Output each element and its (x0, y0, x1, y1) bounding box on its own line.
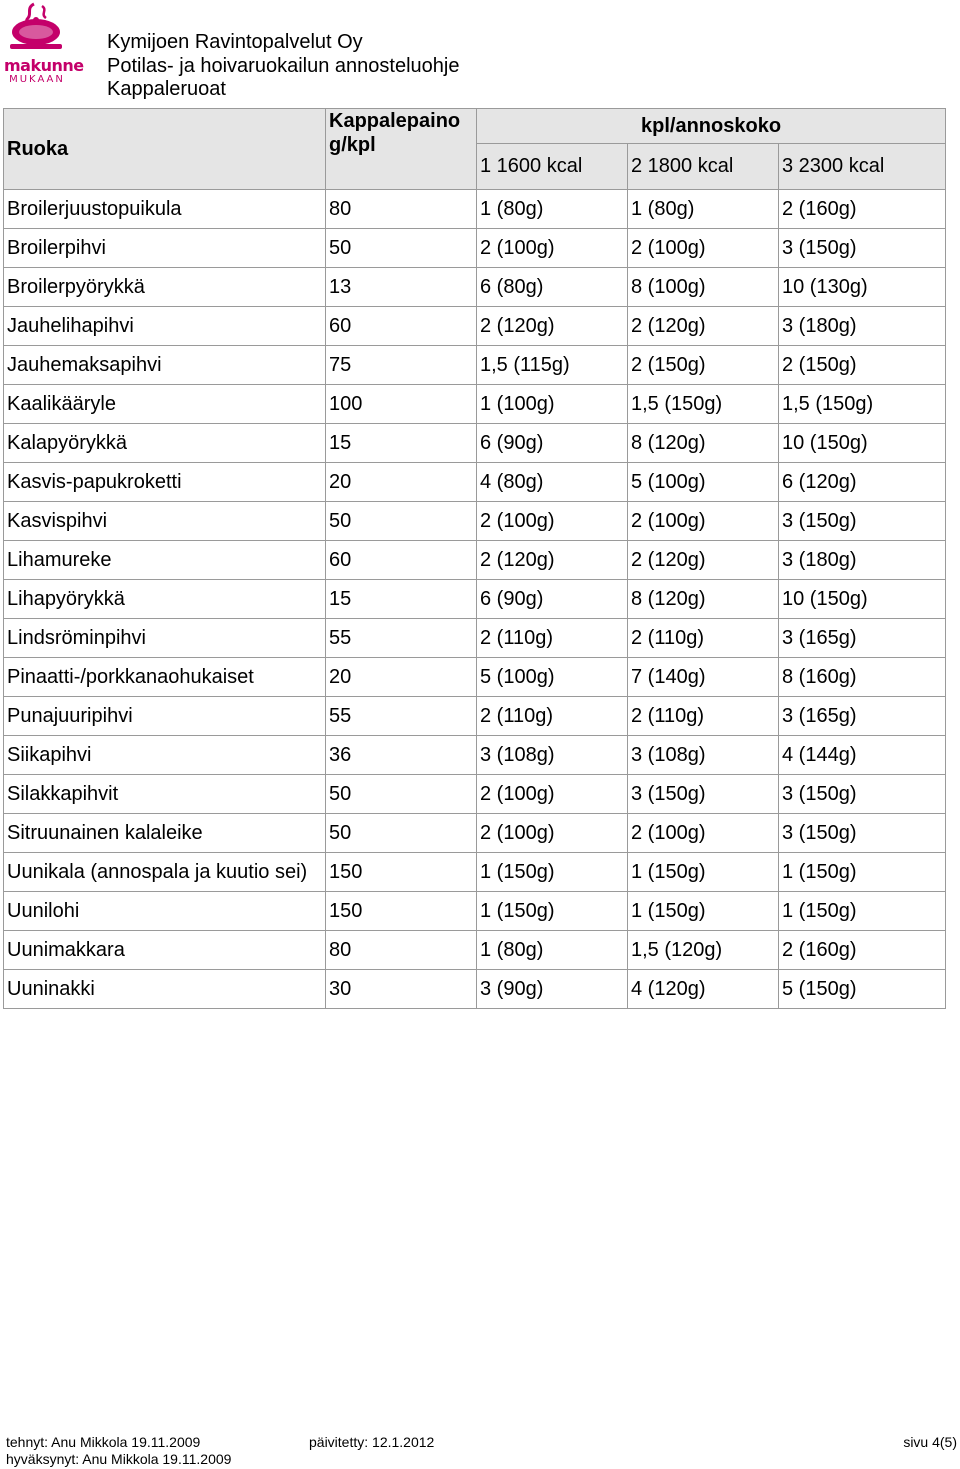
portion-1600-cell: 2 (120g) (477, 307, 628, 346)
header-food: Ruoka (4, 109, 326, 190)
company-name: Kymijoen Ravintopalvelut Oy (107, 31, 363, 53)
portion-1800-cell: 1 (150g) (628, 892, 779, 931)
table-row (4, 502, 946, 541)
portion-1800-cell: 1 (80g) (628, 190, 779, 229)
table-row (4, 892, 946, 931)
portion-2300-cell: 1 (150g) (779, 853, 946, 892)
portion-2300-cell: 2 (150g) (779, 346, 946, 385)
footer-approved: hyväksynyt: Anu Mikkola 19.11.2009 (6, 1451, 232, 1467)
weight-cell: 30 (326, 970, 477, 1009)
header-weight (326, 109, 477, 190)
footer-updated: päivitetty: 12.1.2012 (309, 1434, 435, 1450)
footer-made: tehnyt: Anu Mikkola 19.11.2009 (6, 1434, 201, 1450)
portion-1600-cell: 3 (108g) (477, 736, 628, 775)
table-row (4, 229, 946, 268)
table-row (4, 463, 946, 502)
portion-1600-cell: 6 (80g) (477, 268, 628, 307)
header-2300kcal: 3 2300 kcal (779, 144, 946, 190)
table-row (4, 385, 946, 424)
weight-cell: 15 (326, 580, 477, 619)
table-row (4, 775, 946, 814)
header-portion-group: kpl/annoskoko (477, 109, 946, 144)
company-logo (4, 0, 84, 90)
portion-1800-cell: 7 (140g) (628, 658, 779, 697)
food-name-cell: Jauhemaksapihvi (4, 346, 326, 385)
portion-2300-cell: 3 (180g) (779, 307, 946, 346)
table-row (4, 970, 946, 1009)
portion-1600-cell: 1,5 (115g) (477, 346, 628, 385)
footer-page: sivu 4(5) (903, 1434, 957, 1450)
weight-cell: 75 (326, 346, 477, 385)
table-row (4, 268, 946, 307)
portion-1600-cell: 1 (100g) (477, 385, 628, 424)
portion-2300-cell: 3 (165g) (779, 697, 946, 736)
portion-1800-cell: 4 (120g) (628, 970, 779, 1009)
portion-2300-cell: 5 (150g) (779, 970, 946, 1009)
food-name-cell: Siikapihvi (4, 736, 326, 775)
weight-cell: 150 (326, 892, 477, 931)
food-name-cell: Sitruunainen kalaleike (4, 814, 326, 853)
portion-1600-cell: 3 (90g) (477, 970, 628, 1009)
logo-name: makunne (4, 56, 84, 75)
portion-2300-cell: 3 (150g) (779, 775, 946, 814)
portion-2300-cell: 3 (165g) (779, 619, 946, 658)
weight-cell: 150 (326, 853, 477, 892)
table-row (4, 658, 946, 697)
weight-cell: 50 (326, 502, 477, 541)
weight-cell: 50 (326, 229, 477, 268)
portion-table (3, 108, 946, 1009)
weight-cell: 15 (326, 424, 477, 463)
portion-1600-cell: 1 (80g) (477, 931, 628, 970)
portion-1600-cell: 6 (90g) (477, 424, 628, 463)
food-name-cell: Uuninakki (4, 970, 326, 1009)
table-row (4, 853, 946, 892)
table-body (4, 190, 946, 1009)
weight-cell: 55 (326, 619, 477, 658)
food-name-cell: Kasvis-papukroketti (4, 463, 326, 502)
portion-1800-cell: 2 (100g) (628, 814, 779, 853)
table-row (4, 931, 946, 970)
portion-1600-cell: 6 (90g) (477, 580, 628, 619)
portion-1800-cell: 2 (120g) (628, 541, 779, 580)
food-name-cell: Broilerjuustopuikula (4, 190, 326, 229)
food-name-cell: Uunilohi (4, 892, 326, 931)
weight-cell: 50 (326, 775, 477, 814)
section-title: Kappaleruoat (107, 78, 226, 100)
portion-1600-cell: 1 (80g) (477, 190, 628, 229)
weight-cell: 80 (326, 931, 477, 970)
portion-1600-cell: 2 (110g) (477, 697, 628, 736)
portion-1600-cell: 2 (100g) (477, 814, 628, 853)
portion-2300-cell: 8 (160g) (779, 658, 946, 697)
portion-1600-cell: 2 (120g) (477, 541, 628, 580)
portion-2300-cell: 10 (130g) (779, 268, 946, 307)
portion-1800-cell: 2 (120g) (628, 307, 779, 346)
table-row (4, 580, 946, 619)
table-row (4, 541, 946, 580)
portion-2300-cell: 3 (150g) (779, 229, 946, 268)
food-name-cell: Kasvispihvi (4, 502, 326, 541)
portion-2300-cell: 3 (150g) (779, 502, 946, 541)
portion-1800-cell: 8 (100g) (628, 268, 779, 307)
portion-1600-cell: 2 (100g) (477, 775, 628, 814)
table-row (4, 736, 946, 775)
weight-cell: 13 (326, 268, 477, 307)
table-row (4, 697, 946, 736)
weight-cell: 60 (326, 307, 477, 346)
portion-1800-cell: 1,5 (120g) (628, 931, 779, 970)
weight-cell: 100 (326, 385, 477, 424)
food-name-cell: Lihapyörykkä (4, 580, 326, 619)
portion-1800-cell: 2 (100g) (628, 502, 779, 541)
food-name-cell: Kaalikääryle (4, 385, 326, 424)
food-name-cell: Jauhelihapihvi (4, 307, 326, 346)
portion-1600-cell: 5 (100g) (477, 658, 628, 697)
header-1800kcal: 2 1800 kcal (628, 144, 779, 190)
chef-hat-icon (4, 0, 68, 58)
document-title: Potilas- ja hoivaruokailun annosteluohje (107, 54, 460, 77)
portion-2300-cell: 3 (150g) (779, 814, 946, 853)
portion-1800-cell: 3 (150g) (628, 775, 779, 814)
portion-1800-cell: 3 (108g) (628, 736, 779, 775)
portion-1800-cell: 2 (110g) (628, 619, 779, 658)
food-name-cell: Punajuuripihvi (4, 697, 326, 736)
portion-2300-cell: 1 (150g) (779, 892, 946, 931)
food-name-cell: Pinaatti-/porkkanaohukaiset (4, 658, 326, 697)
portion-2300-cell: 4 (144g) (779, 736, 946, 775)
portion-1600-cell: 1 (150g) (477, 853, 628, 892)
food-name-cell: Broilerpyörykkä (4, 268, 326, 307)
portion-1800-cell: 8 (120g) (628, 580, 779, 619)
portion-1800-cell: 2 (100g) (628, 229, 779, 268)
portion-2300-cell: 2 (160g) (779, 190, 946, 229)
portion-1800-cell: 5 (100g) (628, 463, 779, 502)
portion-2300-cell: 3 (180g) (779, 541, 946, 580)
food-name-cell: Broilerpihvi (4, 229, 326, 268)
document-header (107, 31, 459, 102)
logo-subtitle: MUKAAN (9, 74, 65, 85)
portion-2300-cell: 10 (150g) (779, 580, 946, 619)
portion-1600-cell: 4 (80g) (477, 463, 628, 502)
portion-2300-cell: 10 (150g) (779, 424, 946, 463)
portion-1600-cell: 2 (100g) (477, 229, 628, 268)
portion-1600-cell: 1 (150g) (477, 892, 628, 931)
food-name-cell: Kalapyörykkä (4, 424, 326, 463)
table-row (4, 814, 946, 853)
table-row (4, 307, 946, 346)
table-row (4, 190, 946, 229)
portion-1800-cell: 1 (150g) (628, 853, 779, 892)
portion-2300-cell: 2 (160g) (779, 931, 946, 970)
portion-1800-cell: 2 (150g) (628, 346, 779, 385)
portion-2300-cell: 6 (120g) (779, 463, 946, 502)
portion-1800-cell: 2 (110g) (628, 697, 779, 736)
food-name-cell: Lindsröminpihvi (4, 619, 326, 658)
food-name-cell: Uunikala (annospala ja kuutio sei) (4, 853, 326, 892)
food-name-cell: Silakkapihvit (4, 775, 326, 814)
food-name-cell: Uunimakkara (4, 931, 326, 970)
weight-cell: 36 (326, 736, 477, 775)
portion-2300-cell: 1,5 (150g) (779, 385, 946, 424)
food-name-cell: Lihamureke (4, 541, 326, 580)
portion-1600-cell: 2 (100g) (477, 502, 628, 541)
table-row (4, 424, 946, 463)
portion-1600-cell: 2 (110g) (477, 619, 628, 658)
footer-authors (6, 1434, 231, 1468)
weight-cell: 50 (326, 814, 477, 853)
weight-cell: 55 (326, 697, 477, 736)
table-row (4, 619, 946, 658)
portion-1800-cell: 1,5 (150g) (628, 385, 779, 424)
header-1600kcal: 1 1600 kcal (477, 144, 628, 190)
header-weight-label: Kappalepaino g/kpl (329, 110, 461, 156)
portion-1800-cell: 8 (120g) (628, 424, 779, 463)
table-row (4, 346, 946, 385)
weight-cell: 20 (326, 463, 477, 502)
weight-cell: 80 (326, 190, 477, 229)
weight-cell: 60 (326, 541, 477, 580)
weight-cell: 20 (326, 658, 477, 697)
